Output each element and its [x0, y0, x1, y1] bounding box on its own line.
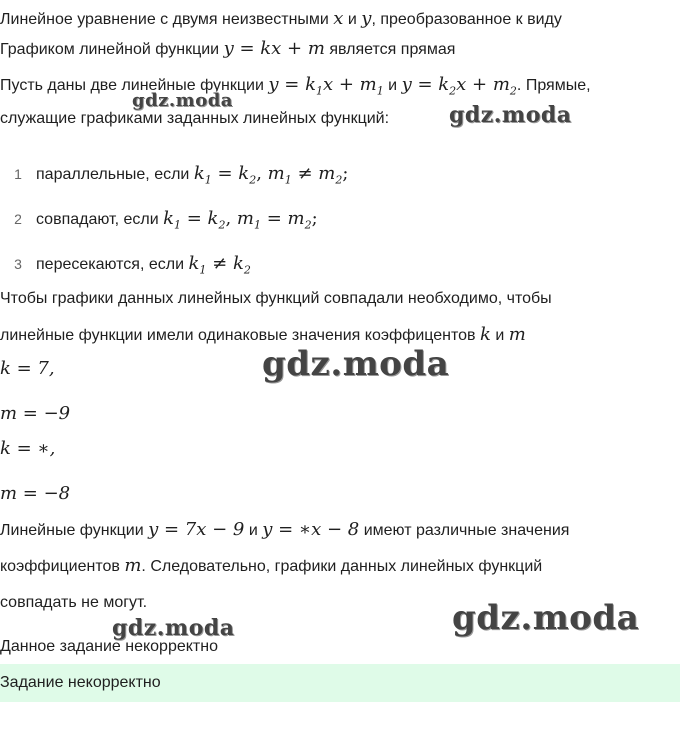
watermark: gdz.moda: [449, 102, 572, 128]
text: Линейное уравнение с двумя неизвестными: [0, 11, 334, 28]
conclusion-line-3: совпадать не могут.: [0, 594, 148, 611]
conclusion-line-4: Данное задание некорректно: [0, 638, 218, 655]
list-item: [0, 208, 318, 237]
text-line-1: [0, 8, 562, 31]
math-formula-2: $y = k_2x + m_2$: [401, 74, 517, 98]
text-line-3: [0, 74, 591, 103]
text: . Прямые,: [516, 77, 591, 94]
watermark: gdz.moda: [132, 90, 233, 111]
watermark: gdz.moda: [112, 615, 235, 641]
text: , преобразованное к виду: [371, 11, 562, 28]
math-formula: y = 7x − 9: [148, 519, 245, 540]
math-formula: y = kx + m: [223, 38, 325, 59]
list-number: 1: [14, 166, 22, 182]
text-line-4: [0, 108, 389, 130]
math-condition: $k_1 = k_2$, $m_1 \ne m_2$;: [193, 163, 349, 187]
list-item: [0, 253, 251, 282]
math-value: k = ∗,: [0, 438, 56, 459]
text: и: [383, 77, 402, 94]
watermark: gdz.moda: [452, 598, 640, 638]
math-m: m: [508, 324, 526, 345]
math-formula: y = ∗x − 8: [262, 519, 360, 540]
text: Графиком линейной функции: [0, 41, 224, 58]
math-condition: $k_1 \ne k_2$: [188, 253, 251, 277]
text: и: [343, 11, 362, 28]
watermark: gdz.moda: [262, 344, 450, 384]
list-item: [0, 163, 348, 192]
text: является прямая: [324, 41, 456, 58]
math-k: k: [479, 324, 491, 345]
conclusion-line-2: коэффициентов m. Следовательно, графики данных линейных функций: [0, 555, 543, 576]
text: служащие графиками заданных линейных функций:: [0, 110, 390, 127]
list-text: параллельные, если: [36, 166, 194, 183]
text-paragraph-2: линейные функции имели одинаковые значения коэффицентов k и m: [0, 324, 526, 345]
math-value: k = 7,: [0, 358, 55, 379]
text: Пусть даны две линейные функции: [0, 77, 269, 94]
list-number: 2: [14, 211, 22, 227]
math-value: m = −9: [0, 403, 71, 424]
text-paragraph-1: Чтобы графики данных линейных функций совпадали необходимо, чтобы: [0, 290, 552, 307]
conclusion-line-1: Линейные функции y = 7x − 9 и y = ∗x − 8 имеют различные значения: [0, 519, 570, 540]
math-x: x: [333, 8, 344, 29]
math-y: y: [361, 8, 372, 29]
math-condition: $k_1 = k_2$, $m_1 = m_2$;: [163, 208, 318, 232]
math-m: m: [124, 555, 142, 576]
answer-box: Задание некорректно: [0, 664, 680, 702]
math-value: m = −8: [0, 483, 71, 504]
list-text: пересекаются, если: [36, 256, 189, 273]
list-number: 3: [14, 256, 22, 272]
math-formula-1: $y = k_1x + m_1$: [268, 74, 384, 98]
text-line-2: [0, 38, 455, 61]
list-text: совпадают, если: [36, 211, 164, 228]
